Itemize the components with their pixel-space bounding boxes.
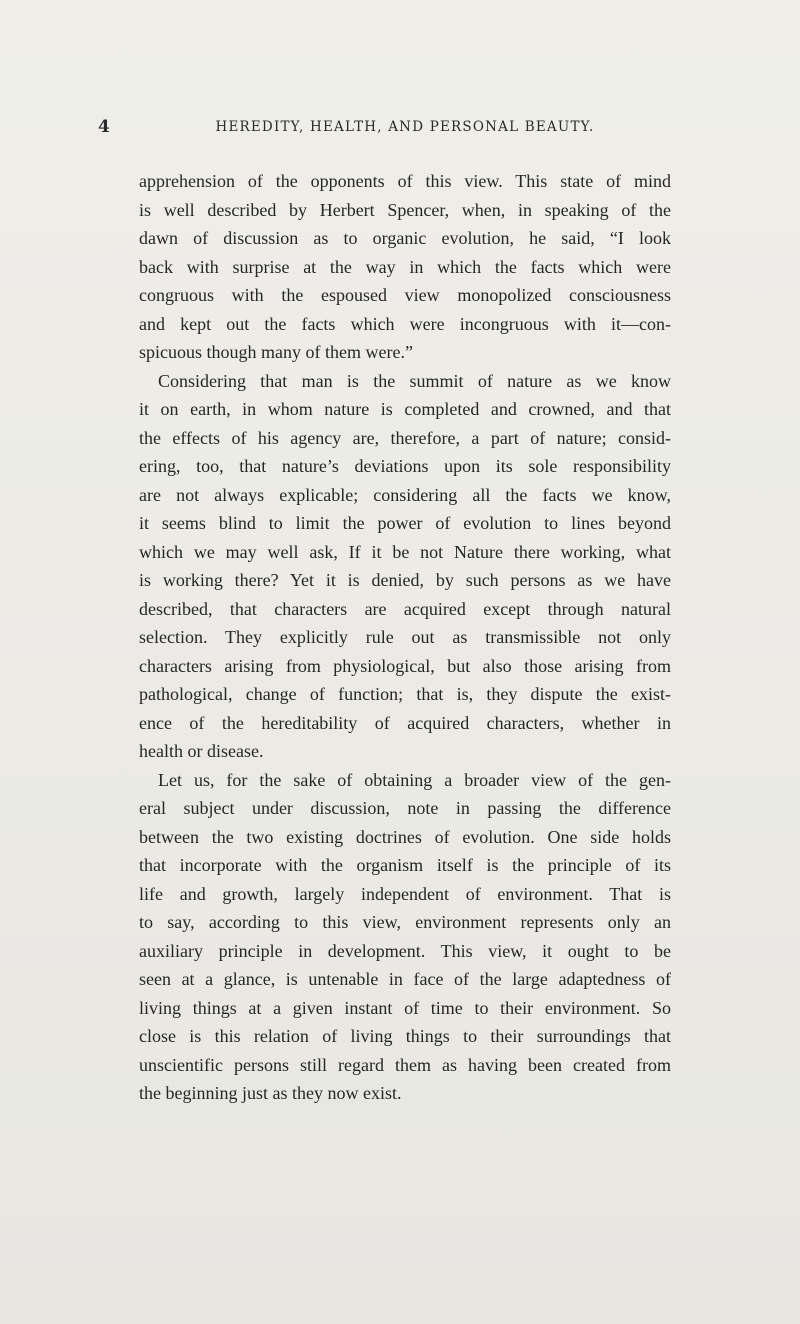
text-line: unscientific persons still regard them as having been created from xyxy=(139,1054,671,1075)
text-line: characters arising from physiological, but also those arising from xyxy=(139,655,671,676)
paragraph xyxy=(139,766,671,1108)
text-line: ence of the hereditability of acquired characters, whether in xyxy=(139,712,671,733)
text-line: spicuous though many of them were.” xyxy=(139,342,413,362)
text-line: apprehension of the opponents of this view. This state of mind xyxy=(139,171,671,191)
text-line: the effects of his agency are, therefore, a part of nature; consid- xyxy=(139,427,671,448)
text-line: pathological, change of function; that is, they dispute the exist- xyxy=(139,684,671,704)
text-line: is working there? Yet it is denied, by such persons as we have xyxy=(139,570,671,590)
text-line: eral subject under discussion, note in passing the difference xyxy=(139,798,671,818)
text-line: that incorporate with the organism itself is the principle of its xyxy=(139,855,671,875)
text-line: between the two existing doctrines of evolution. One side holds xyxy=(139,826,671,847)
text-line: it seems blind to limit the power of evolution to lines beyond xyxy=(139,513,671,533)
text-line: selection. They explicitly rule out as transmissible not only xyxy=(139,627,671,647)
text-line: seen at a glance, is untenable in face of the large adaptedness of xyxy=(139,969,671,989)
text-line: and kept out the facts which were incongruous with it—con- xyxy=(139,313,671,334)
text-line: back with surprise at the way in which the facts which were xyxy=(139,256,671,277)
text-line: living things at a given instant of time to their environment. So xyxy=(139,997,671,1018)
text-line: described, that characters are acquired except through natural xyxy=(139,598,671,619)
page-header xyxy=(98,117,712,143)
text-line: to say, according to this view, environment represents only an xyxy=(139,912,671,932)
text-line: congruous with the espoused view monopolized consciousness xyxy=(139,285,671,305)
text-line: are not always explicable; considering all the facts we know, xyxy=(139,484,671,505)
text-line: ering, too, that nature’s deviations upon its sole responsibility xyxy=(139,456,671,476)
text-line: the beginning just as they now exist. xyxy=(139,1083,402,1103)
text-line: is well described by Herbert Spencer, when, in speaking of the xyxy=(139,199,671,220)
text-line: Considering that man is the summit of nature as we know xyxy=(158,370,671,391)
text-line: it on earth, in whom nature is completed and crowned, and that xyxy=(139,399,671,419)
text-line: close is this relation of living things to their surroundings that xyxy=(139,1026,671,1046)
text-line: life and growth, largely independent of environment. That is xyxy=(139,883,671,904)
paragraph xyxy=(139,367,671,766)
text-line: which we may well ask, If it be not Nature there working, what xyxy=(139,541,671,562)
text-line: health or disease. xyxy=(139,741,264,761)
body-text xyxy=(139,167,671,1108)
text-line: dawn of discussion as to organic evolution, he said, “I look xyxy=(139,228,671,248)
page-number: 4 xyxy=(98,117,111,137)
text-line: auxiliary principle in development. This view, it ought to be xyxy=(139,940,671,961)
running-title: HEREDITY, HEALTH, AND PERSONAL BEAUTY. xyxy=(215,119,595,135)
text-line: Let us, for the sake of obtaining a broader view of the gen- xyxy=(158,769,671,790)
paragraph xyxy=(139,167,671,367)
